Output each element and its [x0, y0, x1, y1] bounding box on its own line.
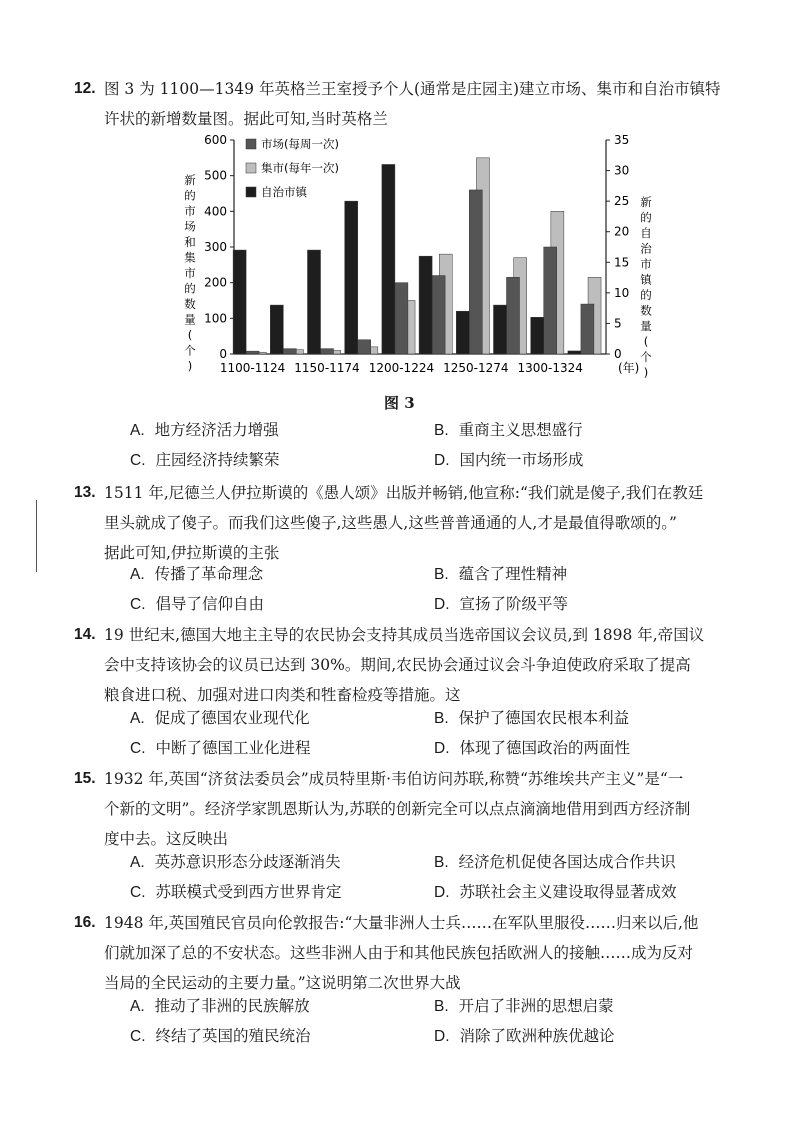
question-number: 16. — [74, 914, 96, 931]
x-tick-label: 1200-1224 — [368, 361, 435, 375]
bar — [308, 250, 321, 354]
question-number: 12. — [74, 80, 96, 97]
bar — [568, 351, 581, 354]
y-tick-label-left: 500 — [204, 168, 227, 183]
legend-label: 自治市镇 — [261, 185, 307, 199]
option-a[interactable]: A. 促成了德国农业现代化 — [130, 709, 310, 727]
question-text-line: 图 3 为 1100—1349 年英格兰王室授予个人(通常是庄园主)建立市场、集市和自治市镇特 — [104, 80, 721, 98]
option-c[interactable]: C. 终结了英国的殖民统治 — [130, 1027, 311, 1045]
y-tick-label-left: 200 — [204, 275, 227, 290]
y-tick-label-right: 5 — [614, 316, 622, 331]
legend-label: 市场(每周一次) — [261, 137, 339, 151]
legend-swatch — [246, 139, 256, 149]
x-tick-label: 1250-1274 — [443, 361, 509, 375]
option-d[interactable]: D. 宣扬了阶级平等 — [434, 595, 569, 613]
question-text-line: 1948 年,英国殖民官员向伦敦报告:“大量非洲人士兵……在军队里服役……归来以后,他 — [104, 914, 699, 932]
legend-label: 集市(每年一次) — [261, 161, 339, 175]
x-tick-label: 1150-1174 — [294, 361, 360, 375]
x-axis-unit: (年) — [618, 361, 640, 375]
question-number: 14. — [74, 626, 96, 643]
margin-mark — [36, 500, 37, 572]
y-tick-label-right: 35 — [614, 133, 630, 147]
question-text-line: 据此可知,伊拉斯谟的主张 — [104, 544, 280, 562]
question-number: 15. — [74, 770, 96, 787]
option-c[interactable]: C. 倡导了信仰自由 — [130, 595, 265, 613]
bar — [345, 201, 358, 354]
y-tick-label-left: 600 — [204, 133, 227, 147]
bar — [246, 351, 259, 354]
figure-caption: 图 3 — [384, 394, 415, 412]
option-d[interactable]: D. 体现了德国政治的两面性 — [434, 739, 631, 757]
bar — [358, 340, 371, 354]
question-14 — [74, 620, 764, 710]
y-tick-label-right: 20 — [614, 224, 630, 239]
question-text-line: 个新的文明”。经济学家凯恩斯认为,苏联的创新完全可以点点滴滴地借用到西方经济制 — [104, 800, 691, 818]
option-a[interactable]: A. 推动了非洲的民族解放 — [130, 997, 310, 1015]
option-d[interactable]: D. 国内统一市场形成 — [434, 451, 584, 469]
question-text-line: 会中支持该协会的议员已达到 30%。期间,农民协会通过议会斗争迫使政府采取了提高 — [104, 656, 691, 674]
bar — [270, 305, 283, 354]
y-tick-label-left: 400 — [204, 204, 227, 219]
y-tick-label-left: 300 — [204, 240, 227, 254]
question-text-line: 度中去。这反映出 — [104, 830, 229, 848]
question-text-line: 当局的全民运动的主要力量。”这说明第二次世界大战 — [104, 974, 461, 992]
bar — [507, 277, 520, 354]
bar — [321, 349, 334, 354]
option-b[interactable]: B. 保护了德国农民根本利益 — [434, 709, 630, 727]
y-axis-title-left: 新的市场和集市的数量(个) — [184, 173, 196, 373]
question-text-line: 1932 年,英国“济贫法委员会”成员特里斯·韦伯访问苏联,称赞“苏维埃共产主义”是“一 — [104, 770, 684, 788]
option-a[interactable]: A. 地方经济活力增强 — [130, 421, 279, 439]
bar — [494, 305, 507, 354]
bar — [395, 283, 408, 354]
y-tick-label-right: 0 — [614, 347, 622, 361]
bar — [544, 247, 557, 354]
bar — [419, 256, 432, 354]
y-axis-title-right: 新的自治市镇的数量(个) — [640, 195, 652, 380]
question-16 — [74, 908, 764, 998]
bar — [531, 317, 544, 354]
option-c[interactable]: C. 庄园经济持续繁荣 — [130, 451, 280, 469]
y-tick-label-right: 30 — [614, 163, 630, 178]
x-tick-label: 1300-1324 — [517, 361, 583, 375]
figure-3-bar-chart — [150, 128, 652, 390]
option-b[interactable]: B. 重商主义思想盛行 — [434, 421, 583, 439]
bar — [432, 276, 445, 354]
bar — [283, 349, 296, 354]
y-tick-label-right: 10 — [614, 285, 630, 300]
question-13 — [74, 478, 764, 568]
question-text-line: 1511 年,尼德兰人伊拉斯谟的《愚人颂》出版并畅销,他宣称:“我们就是傻子,我们在教廷 — [104, 484, 704, 502]
question-text-line: 粮食进口税、加强对进口肉类和牲畜检疫等措施。这 — [104, 686, 461, 704]
bar — [581, 304, 594, 354]
option-a[interactable]: A. 英苏意识形态分歧逐渐消失 — [130, 853, 341, 871]
question-number: 13. — [74, 484, 96, 501]
option-c[interactable]: C. 苏联模式受到西方世界肯定 — [130, 883, 342, 901]
bar — [469, 190, 482, 354]
bar — [233, 250, 246, 354]
question-text-line: 许状的新增数量图。据此可知,当时英格兰 — [104, 110, 388, 128]
option-b[interactable]: B. 经济危机促使各国达成合作共识 — [434, 853, 676, 871]
option-b[interactable]: B. 蕴含了理性精神 — [434, 565, 568, 583]
question-text-line: 19 世纪末,德国大地主主导的农民协会支持其成员当选帝国议会议员,到 1898 年,帝国议 — [104, 626, 705, 644]
question-text-line: 们就加深了总的不安状态。这些非洲人由于和其他民族包括欧洲人的接触……成为反对 — [104, 944, 694, 962]
question-15 — [74, 764, 764, 854]
question-12 — [74, 74, 764, 134]
y-tick-label-right: 25 — [614, 194, 630, 209]
x-tick-label: 1100-1124 — [219, 361, 286, 375]
option-c[interactable]: C. 中断了德国工业化进程 — [130, 739, 311, 757]
bar — [382, 164, 395, 354]
option-d[interactable]: D. 消除了欧洲种族优越论 — [434, 1027, 615, 1045]
y-tick-label-left: 0 — [219, 347, 227, 361]
bar — [456, 311, 469, 354]
question-text-line: 里头就成了傻子。而我们这些傻子,这些愚人,这些普普通通的人,才是最值得歌颂的。” — [104, 514, 677, 532]
legend-swatch — [246, 187, 256, 197]
option-d[interactable]: D. 苏联社会主义建设取得显著成效 — [434, 883, 677, 901]
option-a[interactable]: A. 传播了革命理念 — [130, 565, 264, 583]
option-b[interactable]: B. 开启了非洲的思想启蒙 — [434, 997, 614, 1015]
legend-swatch — [246, 163, 256, 173]
y-tick-label-right: 15 — [614, 255, 630, 270]
y-tick-label-left: 100 — [204, 311, 227, 326]
